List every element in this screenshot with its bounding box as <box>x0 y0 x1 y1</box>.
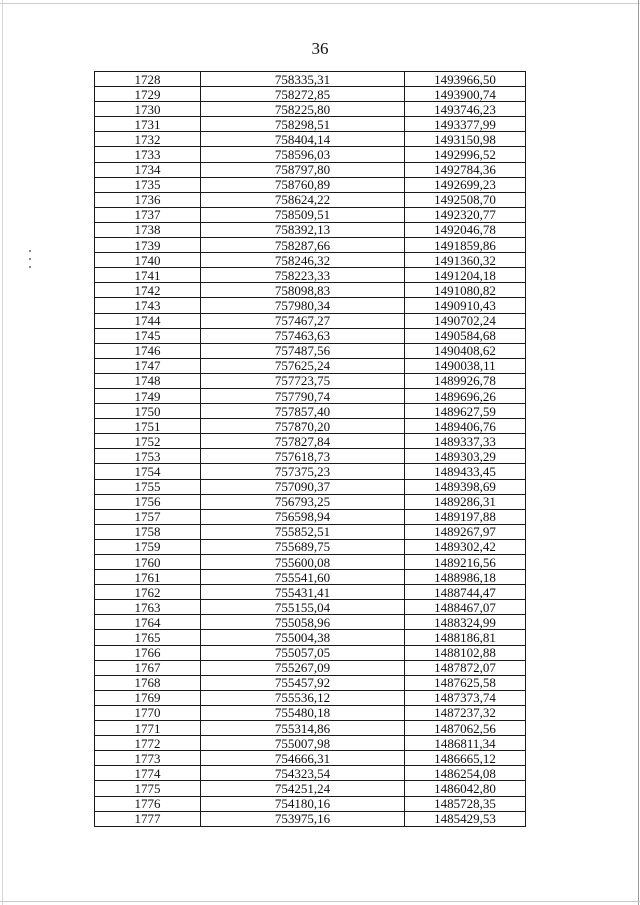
x-coordinate-cell: 757827,84 <box>201 434 405 449</box>
y-coordinate-cell: 1488186,81 <box>405 630 526 645</box>
y-coordinate-cell: 1486811,34 <box>405 736 526 751</box>
table-row <box>95 358 526 373</box>
x-coordinate-cell: 755541,60 <box>201 570 405 585</box>
table-row <box>95 222 526 237</box>
y-coordinate-cell: 1486665,12 <box>405 751 526 766</box>
x-coordinate-cell: 755155,04 <box>201 600 405 615</box>
x-coordinate-cell: 758509,51 <box>201 207 405 222</box>
x-coordinate-cell: 757870,20 <box>201 419 405 434</box>
point-number-cell: 1739 <box>95 238 201 253</box>
table-row <box>95 313 526 328</box>
x-coordinate-cell: 755600,08 <box>201 555 405 570</box>
point-number-cell: 1765 <box>95 630 201 645</box>
table-row <box>95 464 526 479</box>
y-coordinate-cell: 1489303,29 <box>405 449 526 464</box>
x-coordinate-cell: 758335,31 <box>201 72 405 87</box>
point-number-cell: 1760 <box>95 555 201 570</box>
y-coordinate-cell: 1489926,78 <box>405 373 526 388</box>
x-coordinate-cell: 755057,05 <box>201 645 405 660</box>
x-coordinate-cell: 757487,56 <box>201 343 405 358</box>
table-row <box>95 811 526 826</box>
point-number-cell: 1757 <box>95 509 201 524</box>
table-row <box>95 615 526 630</box>
y-coordinate-cell: 1492996,52 <box>405 147 526 162</box>
y-coordinate-cell: 1487373,74 <box>405 690 526 705</box>
y-coordinate-cell: 1486254,08 <box>405 766 526 781</box>
y-coordinate-cell: 1490584,68 <box>405 328 526 343</box>
x-coordinate-cell: 757980,34 <box>201 298 405 313</box>
y-coordinate-cell: 1493150,98 <box>405 132 526 147</box>
y-coordinate-cell: 1492046,78 <box>405 222 526 237</box>
scan-edge-right <box>638 0 639 905</box>
x-coordinate-cell: 758223,33 <box>201 268 405 283</box>
y-coordinate-cell: 1493377,99 <box>405 117 526 132</box>
point-number-cell: 1758 <box>95 524 201 539</box>
point-number-cell: 1749 <box>95 388 201 403</box>
table-row <box>95 207 526 222</box>
table-row <box>95 343 526 358</box>
x-coordinate-cell: 755431,41 <box>201 585 405 600</box>
point-number-cell: 1761 <box>95 570 201 585</box>
point-number-cell: 1728 <box>95 72 201 87</box>
y-coordinate-cell: 1489267,97 <box>405 524 526 539</box>
point-number-cell: 1730 <box>95 102 201 117</box>
x-coordinate-cell: 755004,38 <box>201 630 405 645</box>
y-coordinate-cell: 1489627,59 <box>405 404 526 419</box>
y-coordinate-cell: 1489286,31 <box>405 494 526 509</box>
point-number-cell: 1756 <box>95 494 201 509</box>
y-coordinate-cell: 1489197,88 <box>405 509 526 524</box>
table-row <box>95 509 526 524</box>
table-row <box>95 766 526 781</box>
point-number-cell: 1746 <box>95 343 201 358</box>
x-coordinate-cell: 755007,98 <box>201 736 405 751</box>
y-coordinate-cell: 1489696,26 <box>405 388 526 403</box>
x-coordinate-cell: 754180,16 <box>201 796 405 811</box>
table-row <box>95 419 526 434</box>
y-coordinate-cell: 1488744,47 <box>405 585 526 600</box>
x-coordinate-cell: 755457,92 <box>201 675 405 690</box>
x-coordinate-cell: 754323,54 <box>201 766 405 781</box>
x-coordinate-cell: 758272,85 <box>201 87 405 102</box>
point-number-cell: 1740 <box>95 253 201 268</box>
x-coordinate-cell: 754251,24 <box>201 781 405 796</box>
point-number-cell: 1751 <box>95 419 201 434</box>
point-number-cell: 1755 <box>95 479 201 494</box>
y-coordinate-cell: 1492320,77 <box>405 207 526 222</box>
point-number-cell: 1731 <box>95 117 201 132</box>
y-coordinate-cell: 1490702,24 <box>405 313 526 328</box>
point-number-cell: 1734 <box>95 162 201 177</box>
scan-speck <box>29 258 31 260</box>
scan-speck <box>29 266 31 268</box>
y-coordinate-cell: 1489337,33 <box>405 434 526 449</box>
table-row <box>95 404 526 419</box>
y-coordinate-cell: 1490910,43 <box>405 298 526 313</box>
y-coordinate-cell: 1485429,53 <box>405 811 526 826</box>
table-row <box>95 177 526 192</box>
table-row <box>95 147 526 162</box>
x-coordinate-cell: 757090,37 <box>201 479 405 494</box>
point-number-cell: 1741 <box>95 268 201 283</box>
y-coordinate-cell: 1489302,42 <box>405 539 526 554</box>
table-row <box>95 117 526 132</box>
table-row <box>95 675 526 690</box>
table-row <box>95 660 526 675</box>
x-coordinate-cell: 757723,75 <box>201 373 405 388</box>
table-row <box>95 87 526 102</box>
table-row <box>95 328 526 343</box>
y-coordinate-cell: 1491204,18 <box>405 268 526 283</box>
scan-speck <box>29 250 31 252</box>
point-number-cell: 1752 <box>95 434 201 449</box>
y-coordinate-cell: 1487237,32 <box>405 705 526 720</box>
x-coordinate-cell: 755314,86 <box>201 721 405 736</box>
point-number-cell: 1743 <box>95 298 201 313</box>
x-coordinate-cell: 755480,18 <box>201 705 405 720</box>
y-coordinate-cell: 1488102,88 <box>405 645 526 660</box>
point-number-cell: 1748 <box>95 373 201 388</box>
table-row <box>95 479 526 494</box>
table-row <box>95 449 526 464</box>
x-coordinate-cell: 754666,31 <box>201 751 405 766</box>
point-number-cell: 1762 <box>95 585 201 600</box>
point-number-cell: 1738 <box>95 222 201 237</box>
table-row <box>95 434 526 449</box>
table-row <box>95 705 526 720</box>
point-number-cell: 1777 <box>95 811 201 826</box>
x-coordinate-cell: 758246,32 <box>201 253 405 268</box>
x-coordinate-cell: 757618,73 <box>201 449 405 464</box>
point-number-cell: 1775 <box>95 781 201 796</box>
table-row <box>95 690 526 705</box>
x-coordinate-cell: 755852,51 <box>201 524 405 539</box>
scan-edge-top <box>0 3 640 4</box>
table-row <box>95 283 526 298</box>
y-coordinate-cell: 1485728,35 <box>405 796 526 811</box>
table-row <box>95 736 526 751</box>
point-number-cell: 1767 <box>95 660 201 675</box>
table-row <box>95 570 526 585</box>
y-coordinate-cell: 1493746,23 <box>405 102 526 117</box>
x-coordinate-cell: 755536,12 <box>201 690 405 705</box>
table-row <box>95 539 526 554</box>
y-coordinate-cell: 1488986,18 <box>405 570 526 585</box>
y-coordinate-cell: 1490408,62 <box>405 343 526 358</box>
y-coordinate-cell: 1487872,07 <box>405 660 526 675</box>
y-coordinate-cell: 1488467,07 <box>405 600 526 615</box>
point-number-cell: 1747 <box>95 358 201 373</box>
point-number-cell: 1770 <box>95 705 201 720</box>
x-coordinate-cell: 755267,09 <box>201 660 405 675</box>
y-coordinate-cell: 1493966,50 <box>405 72 526 87</box>
point-number-cell: 1753 <box>95 449 201 464</box>
y-coordinate-cell: 1492699,23 <box>405 177 526 192</box>
point-number-cell: 1745 <box>95 328 201 343</box>
point-number-cell: 1771 <box>95 721 201 736</box>
x-coordinate-cell: 758392,13 <box>201 222 405 237</box>
coordinates-table-body <box>95 72 526 827</box>
page-number: 36 <box>311 39 329 58</box>
y-coordinate-cell: 1488324,99 <box>405 615 526 630</box>
y-coordinate-cell: 1492508,70 <box>405 192 526 207</box>
table-row <box>95 102 526 117</box>
y-coordinate-cell: 1487062,56 <box>405 721 526 736</box>
coordinates-table <box>94 71 526 827</box>
y-coordinate-cell: 1487625,58 <box>405 675 526 690</box>
x-coordinate-cell: 757375,23 <box>201 464 405 479</box>
x-coordinate-cell: 758225,80 <box>201 102 405 117</box>
x-coordinate-cell: 758287,66 <box>201 238 405 253</box>
table-row <box>95 524 526 539</box>
point-number-cell: 1729 <box>95 87 201 102</box>
point-number-cell: 1735 <box>95 177 201 192</box>
x-coordinate-cell: 757857,40 <box>201 404 405 419</box>
y-coordinate-cell: 1486042,80 <box>405 781 526 796</box>
table-row <box>95 630 526 645</box>
y-coordinate-cell: 1489433,45 <box>405 464 526 479</box>
point-number-cell: 1737 <box>95 207 201 222</box>
table-row <box>95 555 526 570</box>
y-coordinate-cell: 1493900,74 <box>405 87 526 102</box>
table-row <box>95 388 526 403</box>
x-coordinate-cell: 755689,75 <box>201 539 405 554</box>
x-coordinate-cell: 757463,63 <box>201 328 405 343</box>
table-row <box>95 494 526 509</box>
table-row <box>95 645 526 660</box>
point-number-cell: 1733 <box>95 147 201 162</box>
point-number-cell: 1763 <box>95 600 201 615</box>
point-number-cell: 1768 <box>95 675 201 690</box>
x-coordinate-cell: 758404,14 <box>201 132 405 147</box>
table-row <box>95 585 526 600</box>
point-number-cell: 1732 <box>95 132 201 147</box>
point-number-cell: 1764 <box>95 615 201 630</box>
x-coordinate-cell: 757790,74 <box>201 388 405 403</box>
point-number-cell: 1744 <box>95 313 201 328</box>
point-number-cell: 1774 <box>95 766 201 781</box>
x-coordinate-cell: 756793,25 <box>201 494 405 509</box>
point-number-cell: 1769 <box>95 690 201 705</box>
scan-edge-bottom <box>0 901 640 902</box>
table-row <box>95 600 526 615</box>
point-number-cell: 1754 <box>95 464 201 479</box>
y-coordinate-cell: 1492784,36 <box>405 162 526 177</box>
x-coordinate-cell: 755058,96 <box>201 615 405 630</box>
x-coordinate-cell: 758298,51 <box>201 117 405 132</box>
y-coordinate-cell: 1489216,56 <box>405 555 526 570</box>
x-coordinate-cell: 753975,16 <box>201 811 405 826</box>
scan-edge-left <box>2 0 3 905</box>
point-number-cell: 1742 <box>95 283 201 298</box>
point-number-cell: 1776 <box>95 796 201 811</box>
table-row <box>95 253 526 268</box>
point-number-cell: 1759 <box>95 539 201 554</box>
table-row <box>95 796 526 811</box>
x-coordinate-cell: 758098,83 <box>201 283 405 298</box>
point-number-cell: 1750 <box>95 404 201 419</box>
x-coordinate-cell: 757467,27 <box>201 313 405 328</box>
x-coordinate-cell: 758797,80 <box>201 162 405 177</box>
table-row <box>95 298 526 313</box>
point-number-cell: 1736 <box>95 192 201 207</box>
x-coordinate-cell: 756598,94 <box>201 509 405 524</box>
x-coordinate-cell: 758596,03 <box>201 147 405 162</box>
y-coordinate-cell: 1491080,82 <box>405 283 526 298</box>
point-number-cell: 1773 <box>95 751 201 766</box>
point-number-cell: 1766 <box>95 645 201 660</box>
y-coordinate-cell: 1489406,76 <box>405 419 526 434</box>
y-coordinate-cell: 1491360,32 <box>405 253 526 268</box>
y-coordinate-cell: 1491859,86 <box>405 238 526 253</box>
table-row <box>95 721 526 736</box>
table-row <box>95 781 526 796</box>
point-number-cell: 1772 <box>95 736 201 751</box>
table-row <box>95 162 526 177</box>
table-row <box>95 373 526 388</box>
x-coordinate-cell: 757625,24 <box>201 358 405 373</box>
table-row <box>95 72 526 87</box>
x-coordinate-cell: 758624,22 <box>201 192 405 207</box>
table-row <box>95 132 526 147</box>
x-coordinate-cell: 758760,89 <box>201 177 405 192</box>
y-coordinate-cell: 1489398,69 <box>405 479 526 494</box>
table-row <box>95 268 526 283</box>
y-coordinate-cell: 1490038,11 <box>405 358 526 373</box>
table-row <box>95 751 526 766</box>
table-row <box>95 192 526 207</box>
table-row <box>95 238 526 253</box>
